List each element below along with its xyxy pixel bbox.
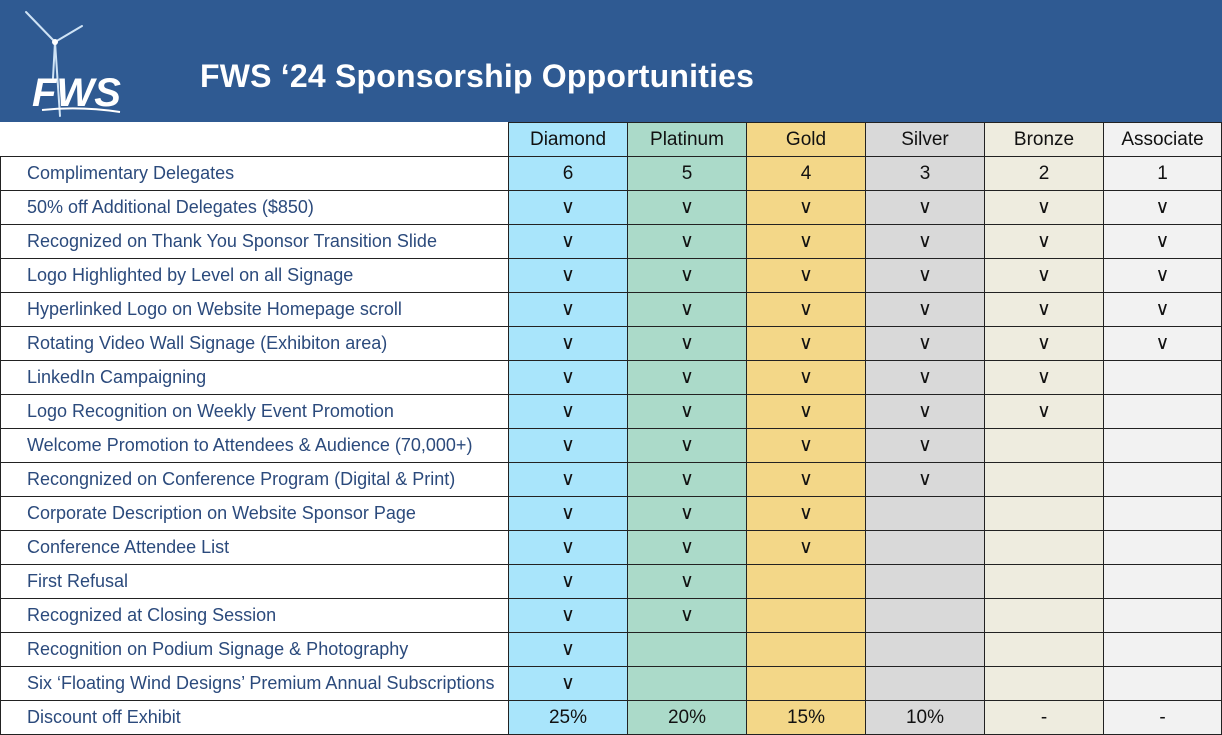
- cell-associate: [1104, 463, 1222, 497]
- cell-associate: [1104, 633, 1222, 667]
- cell-bronze: [985, 565, 1104, 599]
- cell-gold: [747, 565, 866, 599]
- table-row: [1, 293, 1222, 327]
- tier-header-row: [1, 123, 1222, 157]
- check-mark-platinum: ∨: [628, 463, 747, 497]
- check-mark-bronze: ∨: [985, 395, 1104, 429]
- cell-silver: [866, 531, 985, 565]
- cell-associate: [1104, 599, 1222, 633]
- check-mark-silver: ∨: [866, 395, 985, 429]
- feature-label: Complimentary Delegates: [1, 157, 509, 191]
- check-mark-silver: ∨: [866, 259, 985, 293]
- check-mark-silver: ∨: [866, 225, 985, 259]
- check-mark-gold: ∨: [747, 225, 866, 259]
- cell-associate: 1: [1104, 157, 1222, 191]
- check-mark-gold: ∨: [747, 395, 866, 429]
- feature-label: Six ‘Floating Wind Designs’ Premium Annual Subscriptions: [1, 667, 509, 701]
- check-mark-silver: ∨: [866, 429, 985, 463]
- feature-label: LinkedIn Campaigning: [1, 361, 509, 395]
- table-row: [1, 565, 1222, 599]
- feature-label: Recognized at Closing Session: [1, 599, 509, 633]
- check-mark-platinum: ∨: [628, 361, 747, 395]
- table-row: [1, 701, 1222, 735]
- check-mark-diamond: ∨: [509, 667, 628, 701]
- cell-silver: [866, 633, 985, 667]
- check-mark-gold: ∨: [747, 463, 866, 497]
- check-mark-bronze: ∨: [985, 293, 1104, 327]
- cell-gold: [747, 633, 866, 667]
- cell-diamond: 6: [509, 157, 628, 191]
- check-mark-gold: ∨: [747, 327, 866, 361]
- check-mark-gold: ∨: [747, 361, 866, 395]
- check-mark-platinum: ∨: [628, 327, 747, 361]
- table-row: [1, 327, 1222, 361]
- feature-label: First Refusal: [1, 565, 509, 599]
- table-row: [1, 633, 1222, 667]
- check-mark-bronze: ∨: [985, 191, 1104, 225]
- cell-associate: [1104, 531, 1222, 565]
- check-mark-platinum: ∨: [628, 225, 747, 259]
- cell-bronze: [985, 429, 1104, 463]
- sponsorship-table: [0, 122, 1222, 735]
- check-mark-gold: ∨: [747, 497, 866, 531]
- check-mark-platinum: ∨: [628, 293, 747, 327]
- cell-silver: 10%: [866, 701, 985, 735]
- check-mark-diamond: ∨: [509, 429, 628, 463]
- check-mark-silver: ∨: [866, 463, 985, 497]
- feature-label: Hyperlinked Logo on Website Homepage scroll: [1, 293, 509, 327]
- check-mark-diamond: ∨: [509, 531, 628, 565]
- feature-label: Logo Highlighted by Level on all Signage: [1, 259, 509, 293]
- feature-label: Rotating Video Wall Signage (Exhibiton area): [1, 327, 509, 361]
- cell-associate: [1104, 429, 1222, 463]
- check-mark-gold: ∨: [747, 191, 866, 225]
- table-row: [1, 531, 1222, 565]
- check-mark-silver: ∨: [866, 327, 985, 361]
- cell-platinum: 20%: [628, 701, 747, 735]
- table-row: [1, 395, 1222, 429]
- feature-label: 50% off Additional Delegates ($850): [1, 191, 509, 225]
- feature-label: Recognition on Podium Signage & Photography: [1, 633, 509, 667]
- page-title: FWS ‘24 Sponsorship Opportunities: [200, 58, 755, 94]
- check-mark-diamond: ∨: [509, 395, 628, 429]
- cell-silver: 3: [866, 157, 985, 191]
- check-mark-associate: ∨: [1104, 225, 1222, 259]
- svg-text:FWS: FWS: [32, 71, 121, 115]
- tier-header-associate: Associate: [1104, 123, 1222, 157]
- feature-label: Recongnized on Conference Program (Digital & Print): [1, 463, 509, 497]
- cell-associate: [1104, 395, 1222, 429]
- table-row: [1, 599, 1222, 633]
- check-mark-diamond: ∨: [509, 259, 628, 293]
- check-mark-diamond: ∨: [509, 225, 628, 259]
- wind-turbine-logo: [20, 8, 130, 120]
- table-row: [1, 259, 1222, 293]
- cell-bronze: [985, 463, 1104, 497]
- cell-associate: [1104, 565, 1222, 599]
- table-row: [1, 497, 1222, 531]
- table-row: [1, 157, 1222, 191]
- tier-header-platinum: Platinum: [628, 123, 747, 157]
- cell-associate: [1104, 497, 1222, 531]
- table-row: [1, 667, 1222, 701]
- check-mark-silver: ∨: [866, 191, 985, 225]
- check-mark-platinum: ∨: [628, 395, 747, 429]
- feature-label: Welcome Promotion to Attendees & Audience (70,000+): [1, 429, 509, 463]
- cell-bronze: [985, 497, 1104, 531]
- check-mark-platinum: ∨: [628, 599, 747, 633]
- check-mark-bronze: ∨: [985, 225, 1104, 259]
- cell-silver: [866, 599, 985, 633]
- cell-platinum: [628, 667, 747, 701]
- table-row: [1, 191, 1222, 225]
- feature-label: Corporate Description on Website Sponsor Page: [1, 497, 509, 531]
- header-corner: [1, 123, 509, 157]
- cell-bronze: [985, 667, 1104, 701]
- cell-silver: [866, 497, 985, 531]
- feature-label: Discount off Exhibit: [1, 701, 509, 735]
- check-mark-associate: ∨: [1104, 293, 1222, 327]
- cell-associate: [1104, 667, 1222, 701]
- check-mark-associate: ∨: [1104, 191, 1222, 225]
- check-mark-gold: ∨: [747, 429, 866, 463]
- check-mark-diamond: ∨: [509, 293, 628, 327]
- check-mark-diamond: ∨: [509, 497, 628, 531]
- cell-associate: [1104, 361, 1222, 395]
- cell-gold: [747, 599, 866, 633]
- check-mark-diamond: ∨: [509, 633, 628, 667]
- table-row: [1, 429, 1222, 463]
- check-mark-diamond: ∨: [509, 599, 628, 633]
- cell-bronze: [985, 633, 1104, 667]
- cell-bronze: [985, 531, 1104, 565]
- check-mark-platinum: ∨: [628, 191, 747, 225]
- cell-silver: [866, 667, 985, 701]
- header-banner: [0, 0, 1222, 122]
- check-mark-diamond: ∨: [509, 463, 628, 497]
- tier-header-diamond: Diamond: [509, 123, 628, 157]
- check-mark-associate: ∨: [1104, 327, 1222, 361]
- check-mark-gold: ∨: [747, 531, 866, 565]
- table-row: [1, 463, 1222, 497]
- check-mark-platinum: ∨: [628, 497, 747, 531]
- cell-gold: [747, 667, 866, 701]
- tier-header-gold: Gold: [747, 123, 866, 157]
- check-mark-bronze: ∨: [985, 259, 1104, 293]
- cell-gold: 4: [747, 157, 866, 191]
- check-mark-bronze: ∨: [985, 361, 1104, 395]
- cell-platinum: [628, 633, 747, 667]
- check-mark-diamond: ∨: [509, 565, 628, 599]
- feature-label: Conference Attendee List: [1, 531, 509, 565]
- table-row: [1, 361, 1222, 395]
- table-row: [1, 225, 1222, 259]
- check-mark-platinum: ∨: [628, 429, 747, 463]
- check-mark-diamond: ∨: [509, 361, 628, 395]
- cell-diamond: 25%: [509, 701, 628, 735]
- check-mark-diamond: ∨: [509, 327, 628, 361]
- feature-label: Recognized on Thank You Sponsor Transition Slide: [1, 225, 509, 259]
- check-mark-platinum: ∨: [628, 565, 747, 599]
- feature-label: Logo Recognition on Weekly Event Promotion: [1, 395, 509, 429]
- tier-header-silver: Silver: [866, 123, 985, 157]
- cell-bronze: -: [985, 701, 1104, 735]
- check-mark-diamond: ∨: [509, 191, 628, 225]
- cell-bronze: 2: [985, 157, 1104, 191]
- cell-silver: [866, 565, 985, 599]
- check-mark-gold: ∨: [747, 259, 866, 293]
- check-mark-silver: ∨: [866, 293, 985, 327]
- check-mark-gold: ∨: [747, 293, 866, 327]
- cell-associate: -: [1104, 701, 1222, 735]
- check-mark-platinum: ∨: [628, 259, 747, 293]
- cell-platinum: 5: [628, 157, 747, 191]
- check-mark-platinum: ∨: [628, 531, 747, 565]
- tier-header-bronze: Bronze: [985, 123, 1104, 157]
- check-mark-associate: ∨: [1104, 259, 1222, 293]
- check-mark-bronze: ∨: [985, 327, 1104, 361]
- cell-bronze: [985, 599, 1104, 633]
- cell-gold: 15%: [747, 701, 866, 735]
- check-mark-silver: ∨: [866, 361, 985, 395]
